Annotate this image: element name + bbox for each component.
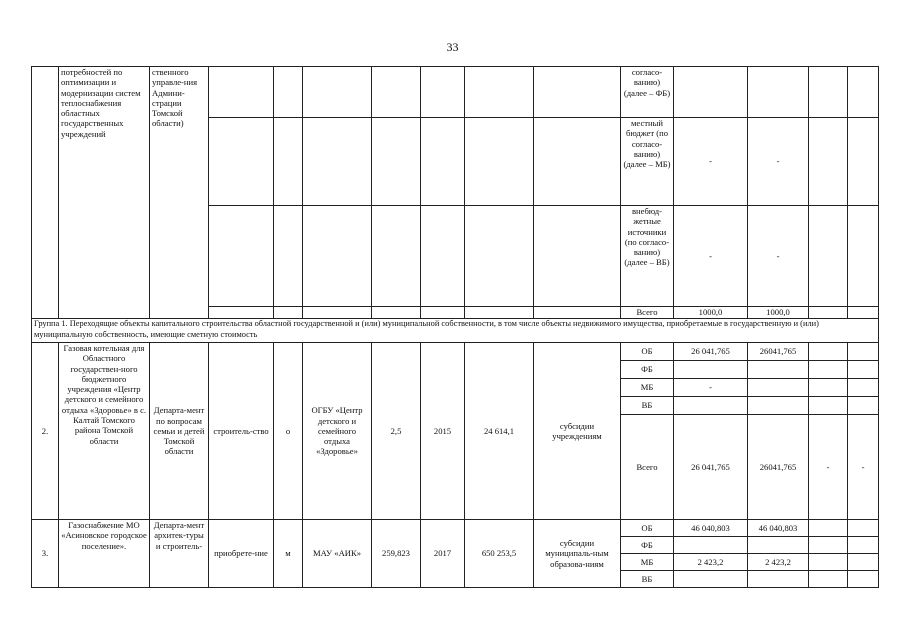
executor-cell: Департа-мент архитек-туры и строитель- <box>150 520 209 588</box>
total-value-1: 26 041,765 <box>674 415 748 520</box>
object-name-cell: Газовая котельная для Областного государствен-ного бюджетного учреждения «Центр детского и семейного отдыха «Здоровье» в с. Калтай Томского района Томской области <box>59 343 150 520</box>
mb-value-2: 2 423,2 <box>748 554 809 571</box>
total-label: Всего <box>621 415 674 520</box>
funding-form-cell: субсидии учреждениям <box>534 343 621 520</box>
ob-value-1: 26 041,765 <box>674 343 748 361</box>
object-name-cell: потребностей по оптимизации и модернизации систем теплоснабжения областных государственных учреждений <box>59 67 150 319</box>
ob-value-1: 46 040,803 <box>674 520 748 537</box>
source-mb: МБ <box>621 554 674 571</box>
funding-source-vb: внебюд-жетные источники (по согласо-ванию) (далее – ВБ) <box>621 206 674 307</box>
funding-form-cell: субсидии муниципаль-ным образова-ниям <box>534 520 621 588</box>
group-heading: Группа 1. Переходящие объекты капитального строительства областной государственной и (или) муниципальной собственности, в том числе объекты недвижимого имущества, приобретаемые в государственную и (или) муниципальную собственность, имеющие сметную стоимость <box>32 319 879 343</box>
ob-value-2: 26041,765 <box>748 343 809 361</box>
object-name-cell: Газоснабжение МО «Асиновское городское поселение». <box>59 520 150 588</box>
customer-cell: ОГБУ «Центр детского и семейного отдыха «Здоровье» <box>303 343 372 520</box>
work-kind-cell: приобрете-ние <box>209 520 274 588</box>
total-dash-1: - <box>809 415 848 520</box>
executor-cell: Департа-мент по вопросам семьи и детей Томской области <box>150 343 209 520</box>
page-number: 33 <box>446 40 459 54</box>
vb-value-2: - <box>748 206 809 307</box>
ownership-code-cell: м <box>274 520 303 588</box>
cost-cell: 24 614,1 <box>465 343 534 520</box>
year-cell: 2015 <box>421 343 465 520</box>
total-value-2: 1000,0 <box>748 307 809 319</box>
executor-cell: ственного управле-ния Админи-страции Томской области) <box>150 67 209 319</box>
customer-cell: МАУ «АИК» <box>303 520 372 588</box>
mb-value-2: - <box>748 118 809 206</box>
row-number: 3. <box>32 520 59 588</box>
cost-cell: 650 253,5 <box>465 520 534 588</box>
total-value-1: 1000,0 <box>674 307 748 319</box>
source-ob: ОБ <box>621 520 674 537</box>
capacity-cell: 259,823 <box>372 520 421 588</box>
mb-value-1: 2 423,2 <box>674 554 748 571</box>
source-mb: МБ <box>621 379 674 397</box>
source-vb: ВБ <box>621 397 674 415</box>
total-value-2: 26041,765 <box>748 415 809 520</box>
source-ob: ОБ <box>621 343 674 361</box>
mb-value-1: - <box>674 118 748 206</box>
source-fb: ФБ <box>621 361 674 379</box>
funding-source-mb: местный бюджет (по согласо-ванию) (далее – МБ) <box>621 118 674 206</box>
total-label: Всего <box>621 307 674 319</box>
work-kind-cell: строитель-ство <box>209 343 274 520</box>
total-dash-2: - <box>848 415 879 520</box>
source-vb: ВБ <box>621 571 674 588</box>
funding-source-fb: согласо-ванию) (далее – ФБ) <box>621 67 674 118</box>
year-cell: 2017 <box>421 520 465 588</box>
cell-empty <box>32 67 59 319</box>
capacity-cell: 2,5 <box>372 343 421 520</box>
vb-value-1: - <box>674 206 748 307</box>
mb-value-1: - <box>674 379 748 397</box>
ob-value-2: 46 040,803 <box>748 520 809 537</box>
row-number: 2. <box>32 343 59 520</box>
budget-table <box>31 66 879 588</box>
ownership-code-cell: о <box>274 343 303 520</box>
source-fb: ФБ <box>621 537 674 554</box>
